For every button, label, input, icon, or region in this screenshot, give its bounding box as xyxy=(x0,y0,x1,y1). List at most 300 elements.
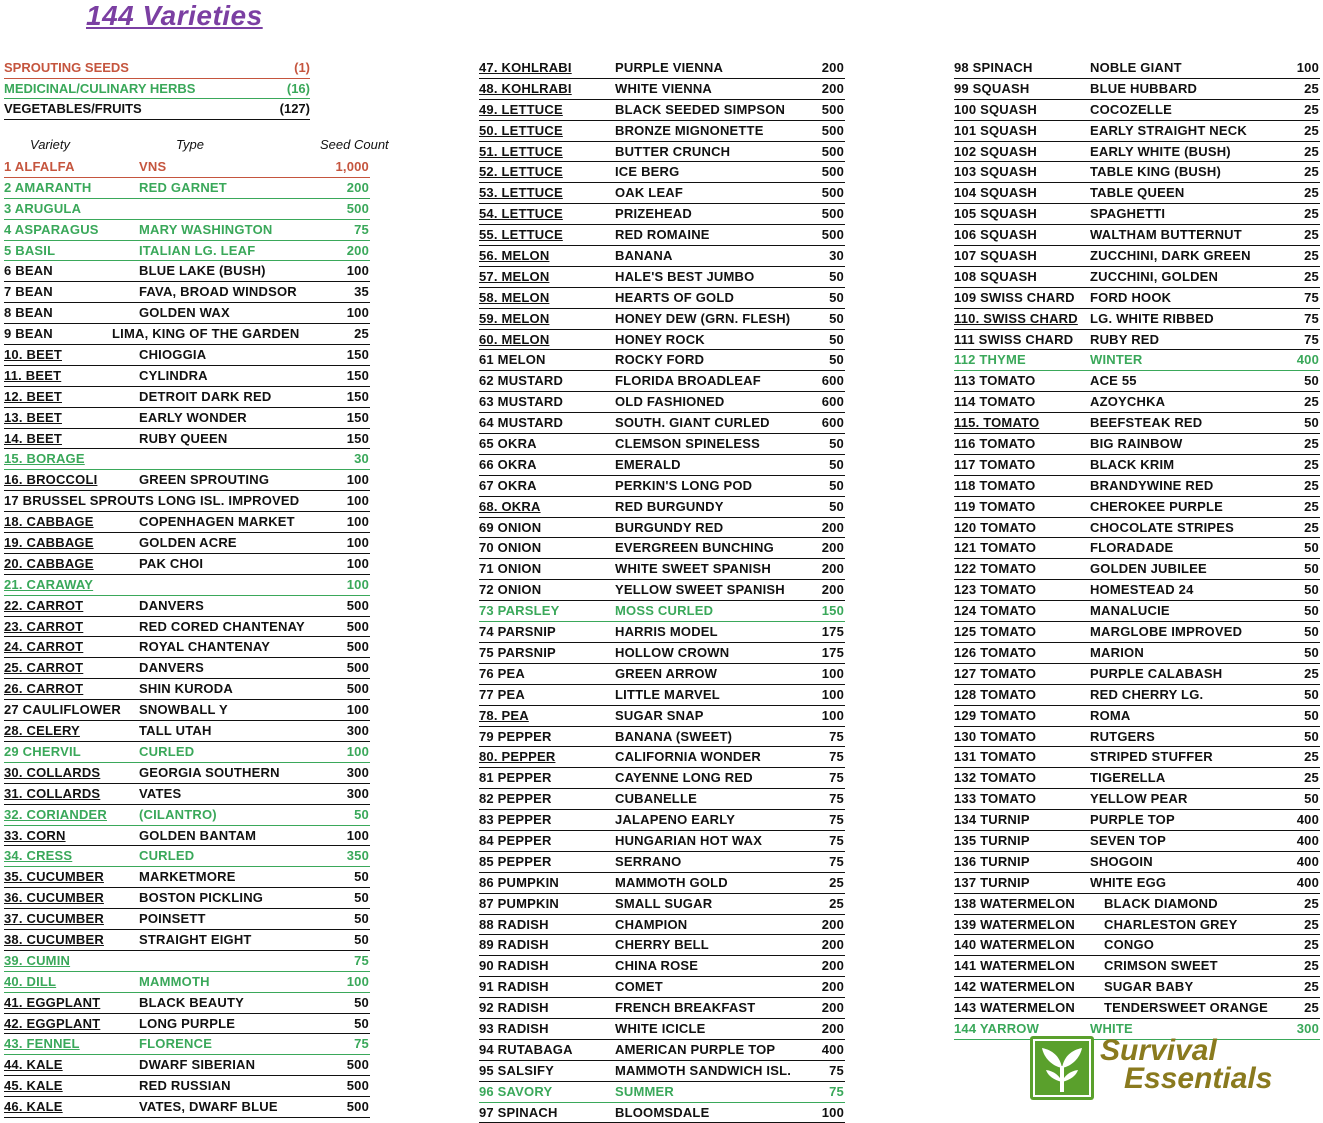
variety-name: 142 WATERMELON xyxy=(954,979,1076,995)
variety-type: SUGAR BABY xyxy=(1104,979,1194,995)
table-row xyxy=(954,643,1320,664)
variety-name: 63 MUSTARD xyxy=(479,394,564,410)
seed-count: 200 xyxy=(821,1000,844,1016)
variety-type: ACE 55 xyxy=(1090,373,1137,389)
variety-type: EARLY STRAIGHT NECK xyxy=(1090,122,1247,138)
seed-count: 200 xyxy=(346,242,369,258)
variety-name: 40. DILL xyxy=(4,973,57,989)
variety-type: COMET xyxy=(615,979,663,995)
variety-name: 7 BEAN xyxy=(4,284,53,300)
table-row xyxy=(479,518,845,539)
seed-count: 75 xyxy=(829,812,844,828)
variety-name: 90 RADISH xyxy=(479,958,549,974)
variety-name: 19. CABBAGE xyxy=(4,535,94,551)
variety-name: 2 AMARANTH xyxy=(4,179,92,195)
variety-name: 114 TOMATO xyxy=(954,394,1036,410)
table-row xyxy=(4,199,370,220)
table-row xyxy=(479,225,845,246)
variety-name: 11. BEET xyxy=(4,367,62,383)
variety-type: BRONZE MIGNONETTE xyxy=(615,122,764,138)
variety-name: 32. CORIANDER xyxy=(4,806,108,822)
table-row xyxy=(4,805,370,826)
variety-type: CRIMSON SWEET xyxy=(1104,958,1218,974)
table-row xyxy=(954,894,1320,915)
variety-type: TENDERSWEET ORANGE xyxy=(1104,1000,1268,1016)
variety-name: 18. CABBAGE xyxy=(4,514,94,530)
variety-type: LIMA, KING OF THE GARDEN xyxy=(112,326,300,342)
variety-type: BUTTER CRUNCH xyxy=(615,143,731,159)
table-row xyxy=(479,789,845,810)
variety-type: COPENHAGEN MARKET xyxy=(139,514,295,530)
table-row xyxy=(954,664,1320,685)
table-row xyxy=(4,658,370,679)
seed-count: 300 xyxy=(346,723,369,739)
variety-type: DETROIT DARK RED xyxy=(139,388,272,404)
variety-type: RUTGERS xyxy=(1090,728,1155,744)
table-row xyxy=(479,998,845,1019)
seed-count: 175 xyxy=(821,624,844,640)
seed-count: 500 xyxy=(346,618,369,634)
table-row xyxy=(4,241,370,262)
variety-type: BLOOMSDALE xyxy=(615,1104,710,1120)
variety-type: CONGO xyxy=(1104,937,1155,953)
table-row xyxy=(4,282,370,303)
seed-count: 25 xyxy=(1304,143,1319,159)
table-row xyxy=(4,1034,370,1055)
table-row xyxy=(954,601,1320,622)
seed-count: 600 xyxy=(821,373,844,389)
variety-type: MARKETMORE xyxy=(139,869,236,885)
sprout-icon xyxy=(1030,1036,1094,1100)
variety-name: 65 OKRA xyxy=(479,436,537,452)
table-row xyxy=(479,1082,845,1103)
seed-count: 150 xyxy=(346,367,369,383)
variety-type: NOBLE GIANT xyxy=(1090,60,1182,75)
table-row xyxy=(954,330,1320,351)
variety-name: 93 RADISH xyxy=(479,1020,549,1036)
variety-type: TABLE QUEEN xyxy=(1090,185,1185,201)
variety-name: 88 RADISH xyxy=(479,916,549,932)
variety-name: 60. MELON xyxy=(479,331,550,347)
seed-count: 25 xyxy=(1304,979,1319,995)
table-row xyxy=(954,371,1320,392)
variety-type: MAMMOTH SANDWICH ISL. xyxy=(615,1062,792,1078)
seed-count: 400 xyxy=(1296,874,1319,890)
seed-count: 25 xyxy=(1304,80,1319,96)
table-row xyxy=(479,915,845,936)
variety-type: CUBANELLE xyxy=(615,791,697,807)
variety-name: 61 MELON xyxy=(479,352,546,368)
variety-name: 75 PARSNIP xyxy=(479,644,556,660)
seed-count: 100 xyxy=(821,707,844,723)
seed-count: 50 xyxy=(829,456,844,472)
table-row xyxy=(954,58,1320,79)
variety-name: 49. LETTUCE xyxy=(479,101,563,117)
table-row xyxy=(954,518,1320,539)
variety-name: 115. TOMATO xyxy=(954,415,1040,431)
table-row xyxy=(479,455,845,476)
table-row xyxy=(479,956,845,977)
variety-type: WHITE EGG xyxy=(1090,874,1167,890)
variety-name: 28. CELERY xyxy=(4,723,80,739)
table-row xyxy=(479,267,845,288)
table-row xyxy=(954,915,1320,936)
seed-count: 75 xyxy=(1304,310,1319,326)
seed-count: 50 xyxy=(829,331,844,347)
table-row xyxy=(954,580,1320,601)
variety-type: CAYENNE LONG RED xyxy=(615,770,753,786)
variety-type: CHOCOLATE STRIPES xyxy=(1090,519,1235,535)
variety-type: OLD FASHIONED xyxy=(615,394,725,410)
variety-type: WHITE VIENNA xyxy=(615,80,713,96)
table-row xyxy=(4,470,370,491)
variety-type: SOUTH. GIANT CURLED xyxy=(615,415,770,431)
seed-count: 350 xyxy=(346,848,369,864)
seed-count: 25 xyxy=(1304,394,1319,410)
table-row xyxy=(479,852,845,873)
seed-count: 200 xyxy=(821,60,844,75)
variety-type: HONEY ROCK xyxy=(615,331,705,347)
variety-name: 57. MELON xyxy=(479,268,550,284)
variety-name: 95 SALSIFY xyxy=(479,1062,554,1078)
seed-count: 100 xyxy=(346,702,369,718)
seed-count: 500 xyxy=(346,639,369,655)
seed-count: 25 xyxy=(1304,519,1319,535)
variety-name: 29 CHERVIL xyxy=(4,743,81,759)
table-row xyxy=(479,559,845,580)
variety-type: WHITE ICICLE xyxy=(615,1020,706,1036)
variety-type: HOMESTEAD 24 xyxy=(1090,582,1194,598)
variety-type: FLORENCE xyxy=(139,1036,213,1052)
variety-type: CHIOGGIA xyxy=(139,347,207,363)
variety-name: 129 TOMATO xyxy=(954,707,1037,723)
variety-type: PURPLE TOP xyxy=(1090,812,1175,828)
table-row xyxy=(954,998,1320,1019)
table-row xyxy=(479,1061,845,1082)
variety-type: STRIPED STUFFER xyxy=(1090,749,1213,765)
variety-name: 50. LETTUCE xyxy=(479,122,563,138)
table-row xyxy=(4,617,370,638)
variety-name: 97 SPINACH xyxy=(479,1104,558,1120)
variety-type: TABLE KING (BUSH) xyxy=(1090,164,1221,180)
variety-type: WINTER xyxy=(1090,352,1143,368)
table-row xyxy=(954,789,1320,810)
variety-type: MAMMOTH xyxy=(139,973,210,989)
seed-count: 150 xyxy=(346,388,369,404)
seed-count: 25 xyxy=(1304,958,1319,974)
seed-count: 100 xyxy=(821,1104,844,1120)
seed-count: 500 xyxy=(346,597,369,613)
seed-count: 400 xyxy=(821,1041,844,1057)
variety-name: 8 BEAN xyxy=(4,305,53,321)
table-row xyxy=(954,142,1320,163)
seed-count: 75 xyxy=(354,952,369,968)
seed-count: 200 xyxy=(821,519,844,535)
table-row xyxy=(4,533,370,554)
variety-type: ZUCCHINI, GOLDEN xyxy=(1090,268,1219,284)
seed-count: 50 xyxy=(1304,561,1319,577)
table-row xyxy=(479,706,845,727)
seed-count: 50 xyxy=(1304,603,1319,619)
variety-type: COCOZELLE xyxy=(1090,101,1172,117)
variety-type: LITTLE MARVEL xyxy=(615,686,720,702)
variety-type: MARY WASHINGTON xyxy=(139,221,273,237)
header-seed-count: Seed Count xyxy=(320,137,389,152)
variety-type: RUBY QUEEN xyxy=(139,430,228,446)
table-row xyxy=(479,183,845,204)
variety-type: ROYAL CHANTENAY xyxy=(139,639,271,655)
seed-count: 100 xyxy=(346,743,369,759)
variety-type: EARLY WHITE (BUSH) xyxy=(1090,143,1231,159)
seed-count: 100 xyxy=(346,493,369,509)
seed-count: 400 xyxy=(1296,853,1319,869)
seed-count: 500 xyxy=(346,200,369,216)
table-row xyxy=(4,449,370,470)
table-row xyxy=(479,476,845,497)
variety-type: PERKIN'S LONG POD xyxy=(615,477,753,493)
variety-column-3 xyxy=(954,58,1320,1040)
table-row xyxy=(4,596,370,617)
variety-type: SPAGHETTI xyxy=(1090,206,1166,222)
variety-type: CYLINDRA xyxy=(139,367,208,383)
seed-count: 25 xyxy=(1304,1000,1319,1016)
table-row xyxy=(479,121,845,142)
variety-name: 42. EGGPLANT xyxy=(4,1015,101,1031)
seed-count: 400 xyxy=(1296,832,1319,848)
variety-name: 133 TOMATO xyxy=(954,791,1037,807)
table-row xyxy=(4,826,370,847)
variety-name: 71 ONION xyxy=(479,561,542,577)
seed-count: 50 xyxy=(829,310,844,326)
variety-name: 91 RADISH xyxy=(479,979,549,995)
table-row xyxy=(479,330,845,351)
seed-count: 600 xyxy=(821,415,844,431)
variety-type: FLORIDA BROADLEAF xyxy=(615,373,761,389)
page-title: 144 Varieties xyxy=(86,0,263,31)
table-row xyxy=(4,763,370,784)
table-row xyxy=(4,909,370,930)
variety-name: 5 BASIL xyxy=(4,242,56,258)
seed-count: 25 xyxy=(829,895,844,911)
table-row xyxy=(4,721,370,742)
variety-type: ZUCCHINI, DARK GREEN xyxy=(1090,248,1251,264)
seed-count: 50 xyxy=(1304,624,1319,640)
variety-name: 22. CARROT xyxy=(4,597,84,613)
table-row xyxy=(479,309,845,330)
variety-name: 52. LETTUCE xyxy=(479,164,563,180)
survival-essentials-logo xyxy=(1030,1036,1300,1102)
seed-count: 500 xyxy=(821,206,844,222)
seed-count: 50 xyxy=(1304,415,1319,431)
variety-type: SHIN KURODA xyxy=(139,681,233,697)
seed-count: 25 xyxy=(1304,185,1319,201)
variety-type: HOLLOW CROWN xyxy=(615,644,730,660)
variety-name: 17 BRUSSEL SPROUTS LONG ISL. IMPROVED xyxy=(4,493,300,509)
variety-name: 24. CARROT xyxy=(4,639,84,655)
variety-name: 39. CUMIN xyxy=(4,952,71,968)
variety-type: CHEROKEE PURPLE xyxy=(1090,498,1224,514)
table-row xyxy=(479,350,845,371)
variety-name: 44. KALE xyxy=(4,1057,63,1073)
variety-type: PURPLE VIENNA xyxy=(615,60,724,75)
variety-name: 107 SQUASH xyxy=(954,248,1037,264)
table-row xyxy=(954,706,1320,727)
seed-count: 200 xyxy=(821,582,844,598)
variety-name: 23. CARROT xyxy=(4,618,84,634)
variety-name: 126 TOMATO xyxy=(954,644,1037,660)
variety-type: CALIFORNIA WONDER xyxy=(615,749,761,765)
variety-name: 81 PEPPER xyxy=(479,770,552,786)
variety-name: 108 SQUASH xyxy=(954,268,1037,284)
seed-count: 500 xyxy=(346,1099,369,1115)
table-row xyxy=(479,601,845,622)
variety-type: BRANDYWINE RED xyxy=(1090,477,1214,493)
variety-column-1 xyxy=(4,157,370,1118)
variety-type: ROMA xyxy=(1090,707,1131,723)
variety-type: BLACK DIAMOND xyxy=(1104,895,1218,911)
variety-type: RED BURGUNDY xyxy=(615,498,724,514)
variety-name: 141 WATERMELON xyxy=(954,958,1076,974)
table-row xyxy=(479,392,845,413)
variety-name: 85 PEPPER xyxy=(479,853,552,869)
seed-count: 35 xyxy=(354,284,369,300)
variety-type: SERRANO xyxy=(615,853,682,869)
seed-count: 75 xyxy=(1304,331,1319,347)
header-type: Type xyxy=(176,137,204,152)
variety-type: MAMMOTH GOLD xyxy=(615,874,728,890)
table-row xyxy=(954,622,1320,643)
variety-name: 113 TOMATO xyxy=(954,373,1036,389)
variety-name: 80. PEPPER xyxy=(479,749,556,765)
table-row xyxy=(4,324,370,345)
variety-name: 74 PARSNIP xyxy=(479,624,556,640)
seed-count: 50 xyxy=(829,289,844,305)
variety-name: 58. MELON xyxy=(479,289,550,305)
seed-count: 50 xyxy=(1304,644,1319,660)
variety-name: 53. LETTUCE xyxy=(479,185,563,201)
variety-type: HARRIS MODEL xyxy=(615,624,718,640)
seed-count: 25 xyxy=(1304,268,1319,284)
variety-type: WALTHAM BUTTERNUT xyxy=(1090,227,1242,243)
variety-name: 66 OKRA xyxy=(479,456,537,472)
variety-name: 82 PEPPER xyxy=(479,791,552,807)
table-row xyxy=(4,867,370,888)
variety-type: DWARF SIBERIAN xyxy=(139,1057,256,1073)
seed-count: 50 xyxy=(829,498,844,514)
seed-count: 75 xyxy=(829,832,844,848)
table-row xyxy=(954,956,1320,977)
seed-count: 100 xyxy=(346,576,369,592)
seed-count: 50 xyxy=(1304,686,1319,702)
summary-row-vegetables: VEGETABLES/FRUITS (127) xyxy=(4,99,310,120)
seed-count: 25 xyxy=(1304,477,1319,493)
variety-name: 54. LETTUCE xyxy=(479,206,563,222)
variety-name: 106 SQUASH xyxy=(954,227,1037,243)
variety-name: 4 ASPARAGUS xyxy=(4,221,99,237)
variety-name: 9 BEAN xyxy=(4,326,53,342)
table-row xyxy=(4,554,370,575)
variety-type: HALE'S BEST JUMBO xyxy=(615,268,755,284)
variety-name: 25. CARROT xyxy=(4,660,84,676)
variety-name: 116 TOMATO xyxy=(954,436,1036,452)
table-row xyxy=(954,455,1320,476)
variety-type: GREEN ARROW xyxy=(615,665,718,681)
table-row xyxy=(4,930,370,951)
variety-type: BIG RAINBOW xyxy=(1090,436,1183,452)
variety-type: PRIZEHEAD xyxy=(615,206,692,222)
seed-count: 300 xyxy=(1296,1020,1319,1036)
seed-count: 100 xyxy=(346,472,369,488)
table-row xyxy=(954,977,1320,998)
seed-count: 500 xyxy=(346,1057,369,1073)
variety-name: 67 OKRA xyxy=(479,477,537,493)
variety-name: 121 TOMATO xyxy=(954,540,1037,556)
table-row xyxy=(479,831,845,852)
seed-count: 300 xyxy=(346,785,369,801)
seed-count: 50 xyxy=(1304,373,1319,389)
table-row xyxy=(954,392,1320,413)
variety-name: 41. EGGPLANT xyxy=(4,994,101,1010)
variety-name: 76 PEA xyxy=(479,665,526,681)
seed-count: 200 xyxy=(346,179,369,195)
table-row xyxy=(4,1055,370,1076)
variety-name: 132 TOMATO xyxy=(954,770,1037,786)
seed-count: 50 xyxy=(1304,707,1319,723)
variety-name: 38. CUCUMBER xyxy=(4,931,104,947)
seed-count: 200 xyxy=(821,80,844,96)
seed-count: 200 xyxy=(821,979,844,995)
seed-count: 150 xyxy=(821,603,844,619)
variety-name: 26. CARROT xyxy=(4,681,84,697)
summary-row-sprouting: SPROUTING SEEDS (1) xyxy=(4,58,310,79)
table-row xyxy=(4,408,370,429)
seed-count: 50 xyxy=(354,994,369,1010)
table-row xyxy=(954,476,1320,497)
table-row xyxy=(4,972,370,993)
variety-name: 78. PEA xyxy=(479,707,529,723)
variety-name: 37. CUCUMBER xyxy=(4,911,104,927)
seed-count: 500 xyxy=(821,227,844,243)
variety-name: 36. CUCUMBER xyxy=(4,890,104,906)
logo-text-essentials: Essentials xyxy=(1124,1062,1273,1095)
variety-type: SEVEN TOP xyxy=(1090,832,1166,848)
variety-name: 73 PARSLEY xyxy=(479,603,560,619)
seed-count: 50 xyxy=(354,890,369,906)
seed-count: 50 xyxy=(1304,791,1319,807)
table-row xyxy=(479,58,845,79)
variety-type: CHERRY BELL xyxy=(615,937,709,953)
table-row xyxy=(4,575,370,596)
table-row xyxy=(479,768,845,789)
variety-name: 72 ONION xyxy=(479,582,542,598)
variety-name: 117 TOMATO xyxy=(954,456,1036,472)
table-row xyxy=(4,157,370,178)
seed-count: 100 xyxy=(346,263,369,279)
seed-count: 100 xyxy=(346,973,369,989)
variety-name: 70 ONION xyxy=(479,540,542,556)
variety-type: YELLOW SWEET SPANISH xyxy=(615,582,785,598)
seed-count: 500 xyxy=(346,681,369,697)
seed-count: 25 xyxy=(1304,248,1319,264)
seed-count: 50 xyxy=(354,806,369,822)
table-row xyxy=(479,810,845,831)
variety-name: 96 SAVORY xyxy=(479,1083,553,1099)
variety-type: VATES xyxy=(139,785,182,801)
variety-type: BLUE LAKE (BUSH) xyxy=(139,263,266,279)
variety-type: LONG PURPLE xyxy=(139,1015,236,1031)
variety-type: SUMMER xyxy=(615,1083,674,1099)
table-row xyxy=(4,491,370,512)
